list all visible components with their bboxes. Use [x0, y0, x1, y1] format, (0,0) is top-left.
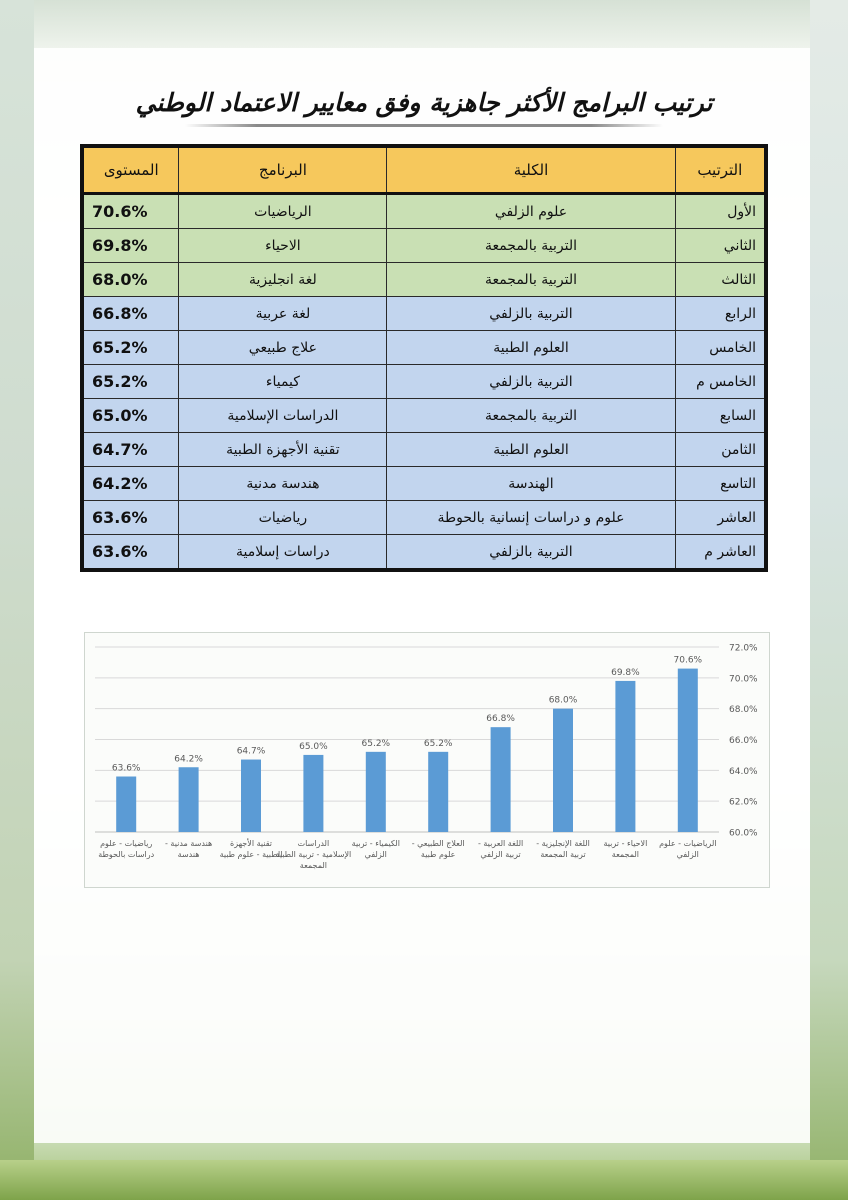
x-tick-label: الرياضيات - علوم: [659, 839, 717, 848]
cell-college: التربية بالزلفي: [387, 365, 675, 399]
cell-level: 64.7%: [82, 433, 179, 467]
background-left-edge: [0, 0, 34, 1200]
cell-program: لغة انجليزية: [179, 263, 387, 297]
header-level: المستوى: [82, 146, 179, 194]
y-tick-label: 68.0%: [729, 705, 758, 716]
table-row: [82, 399, 766, 433]
table-row: [82, 297, 766, 331]
cell-program: كيمياء: [179, 365, 387, 399]
x-tick-label: المجمعة: [299, 861, 328, 870]
cell-program: الرياضيات: [179, 194, 387, 229]
cell-rank: السابع: [675, 399, 766, 433]
x-tick-label: المجمعة: [611, 850, 640, 859]
data-label: 64.7%: [236, 746, 266, 757]
header-program: البرنامج: [179, 146, 387, 194]
page-title: ترتيب البرامج الأكثر جاهزية وفق معايير الاعتماد الوطني: [135, 88, 713, 117]
data-label: 63.6%: [111, 763, 141, 774]
cell-college: التربية بالمجمعة: [387, 263, 675, 297]
table-row: [82, 501, 766, 535]
x-tick-label: هندسة مدنية -: [164, 839, 213, 848]
title-underline: [185, 124, 663, 127]
cell-rank: الثالث: [675, 263, 766, 297]
cell-college: التربية بالمجمعة: [387, 399, 675, 433]
cell-level: 65.0%: [82, 399, 179, 433]
table-row: [82, 433, 766, 467]
bar: [428, 752, 448, 832]
cell-level: 65.2%: [82, 365, 179, 399]
x-tick-label: الاحياء - تربية: [603, 839, 648, 848]
cell-program: تقنية الأجهزة الطبية: [179, 433, 387, 467]
cell-level: 70.6%: [82, 194, 179, 229]
cell-program: الاحياء: [179, 229, 387, 263]
table-row: [82, 229, 766, 263]
cell-level: 64.2%: [82, 467, 179, 501]
cell-rank: الخامس: [675, 331, 766, 365]
x-tick-label: رياضيات - علوم: [100, 839, 153, 848]
x-tick-label: هندسة: [177, 850, 200, 859]
cell-program: علاج طبيعي: [179, 331, 387, 365]
header-rank: الترتيب: [675, 146, 766, 194]
bar: [366, 752, 386, 832]
data-label: 65.0%: [299, 741, 328, 752]
cell-rank: الثامن: [675, 433, 766, 467]
x-tick-label: الدراسات: [297, 839, 330, 848]
x-tick-label: الإسلامية - تربية الطبية: [275, 850, 352, 859]
cell-rank: الأول: [675, 194, 766, 229]
data-label: 64.2%: [174, 754, 203, 765]
x-tick-label: الزلفي: [364, 850, 387, 859]
x-tick-label: العلاج الطبيعي -: [411, 839, 465, 848]
table-row: [82, 331, 766, 365]
cell-program: هندسة مدنية: [179, 467, 387, 501]
cell-rank: العاشر: [675, 501, 766, 535]
cell-rank: التاسع: [675, 467, 766, 501]
header-college: الكلية: [387, 146, 675, 194]
cell-level: 69.8%: [82, 229, 179, 263]
y-tick-label: 62.0%: [729, 797, 758, 808]
y-tick-label: 70.0%: [729, 674, 758, 685]
cell-rank: الرابع: [675, 297, 766, 331]
background-top-band: [0, 0, 848, 48]
x-tick-label: دراسات بالحوطة: [98, 850, 155, 859]
cell-program: الدراسات الإسلامية: [179, 399, 387, 433]
cell-rank: العاشر م: [675, 535, 766, 571]
table-row: [82, 467, 766, 501]
table-row: [82, 263, 766, 297]
chart-card: [84, 632, 770, 888]
cell-level: 66.8%: [82, 297, 179, 331]
x-tick-label: الكيمياء - تربية: [351, 839, 400, 848]
cell-program: لغة عربية: [179, 297, 387, 331]
cell-college: الهندسة: [387, 467, 675, 501]
x-tick-label: تربية المجمعة: [540, 850, 586, 859]
background-right-edge: [810, 0, 848, 1200]
data-label: 65.2%: [361, 738, 391, 749]
data-label: 68.0%: [548, 695, 578, 706]
x-tick-label: الطبية - علوم طبية: [219, 850, 283, 859]
table-row: [82, 194, 766, 229]
x-tick-label: علوم طبية: [420, 850, 456, 859]
bar: [116, 777, 136, 833]
table-row: [82, 365, 766, 399]
cell-college: علوم و دراسات إنسانية بالحوطة: [387, 501, 675, 535]
data-label: 70.6%: [673, 655, 703, 666]
cell-college: التربية بالزلفي: [387, 297, 675, 331]
y-tick-label: 66.0%: [729, 736, 758, 746]
bar: [491, 727, 511, 832]
background-grass: [0, 1160, 848, 1200]
bar: [303, 755, 323, 832]
x-tick-label: اللغة العربية -: [477, 839, 524, 848]
bar: [678, 669, 698, 832]
y-tick-label: 64.0%: [729, 766, 758, 777]
cell-college: العلوم الطبية: [387, 433, 675, 467]
cell-level: 65.2%: [82, 331, 179, 365]
x-tick-label: الزلفي: [676, 850, 699, 859]
cell-college: التربية بالمجمعة: [387, 229, 675, 263]
cell-rank: الخامس م: [675, 365, 766, 399]
cell-program: دراسات إسلامية: [179, 535, 387, 571]
table-header-row: [82, 146, 766, 194]
bar: [553, 709, 573, 832]
x-tick-label: تربية الزلفي: [480, 850, 521, 859]
bar: [179, 767, 199, 832]
table-body: [82, 194, 766, 571]
table-row: [82, 535, 766, 571]
data-label: 69.8%: [611, 667, 640, 678]
cell-college: العلوم الطبية: [387, 331, 675, 365]
data-label: 65.2%: [423, 738, 453, 749]
x-tick-label: اللغة الإنجليزية -: [536, 839, 590, 848]
cell-program: رياضيات: [179, 501, 387, 535]
cell-college: التربية بالزلفي: [387, 535, 675, 571]
cell-level: 68.0%: [82, 263, 179, 297]
cell-level: 63.6%: [82, 535, 179, 571]
bar: [241, 760, 261, 832]
bar-chart: [85, 633, 769, 887]
bar: [615, 681, 635, 832]
data-label: 66.8%: [486, 714, 515, 725]
y-tick-label: 72.0%: [729, 643, 758, 654]
cell-level: 63.6%: [82, 501, 179, 535]
x-tick-label: تقنية الأجهزة: [230, 839, 272, 848]
y-tick-label: 60.0%: [729, 828, 758, 839]
cell-college: علوم الزلفي: [387, 194, 675, 229]
cell-rank: الثاني: [675, 229, 766, 263]
ranking-table: [80, 144, 768, 572]
